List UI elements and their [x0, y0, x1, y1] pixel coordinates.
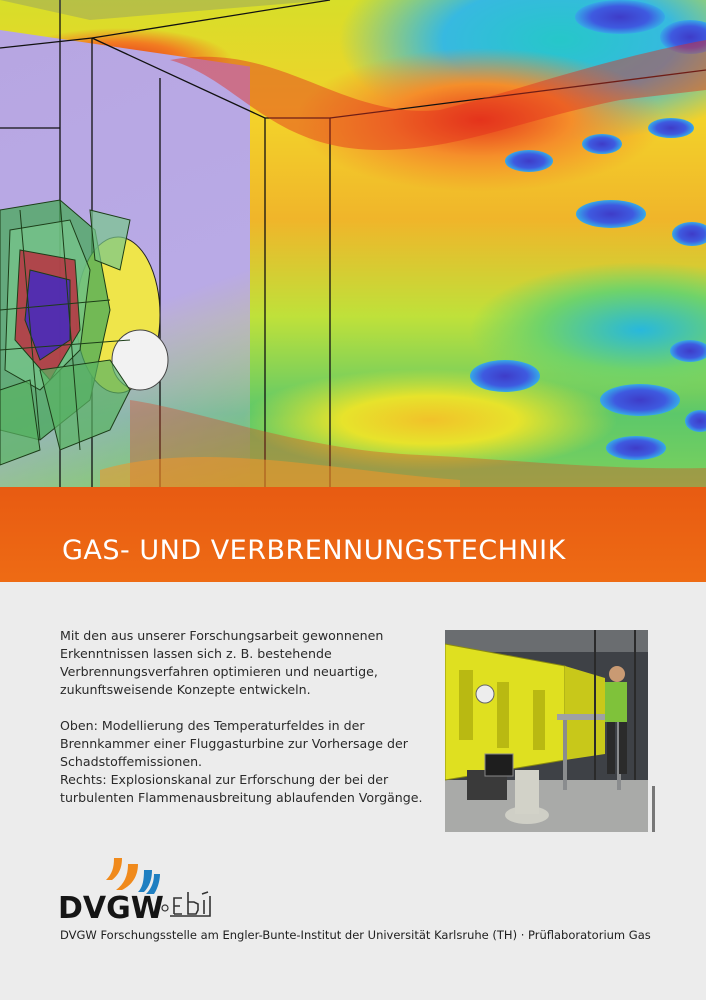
logo-ebi-mark	[170, 892, 210, 916]
footer-institution: DVGW Forschungsstelle am Engler-Bunte-Institut der Universität Karlsruhe (TH) · Prüflaboratorium Gas	[60, 928, 651, 942]
logo-wave-blue	[138, 870, 152, 892]
intro-paragraph: Mit den aus unserer Forschungsarbeit gewonnenen Erkenntnissen lassen sich z. B. bestehende Verbrennungsverfahren optimieren und neuartige, zukunftsweisende Konzepte entwickeln.	[60, 628, 384, 697]
photo-credit-mark	[649, 786, 659, 832]
logo-flame-orange	[106, 858, 122, 880]
body-text	[60, 627, 432, 807]
caption-right: Rechts: Explosionskanal zur Erforschung der bei der turbulenten Flammenausbreitung ablaufenden Vorgänge.	[60, 772, 423, 805]
hero-simulation-image	[0, 0, 706, 487]
lab-photo-illustration	[445, 630, 648, 832]
logo-partner-text: ebi	[58, 854, 60, 855]
burner-mesh-model	[0, 190, 200, 480]
caption-top: Oben: Modellierung des Temperaturfeldes in der Brennkammer einer Fluggasturbine zur Vorhersage der Schadstoffemissionen.	[60, 718, 408, 769]
lab-photo	[445, 630, 648, 832]
logo-wordmark: DVGW	[58, 891, 164, 924]
paragraph-spacer	[60, 699, 432, 717]
dvgw-ebi-logo	[58, 854, 228, 928]
section-title: GAS- UND VERBRENNUNGSTECHNIK	[62, 535, 566, 566]
section-header-band	[0, 487, 706, 582]
